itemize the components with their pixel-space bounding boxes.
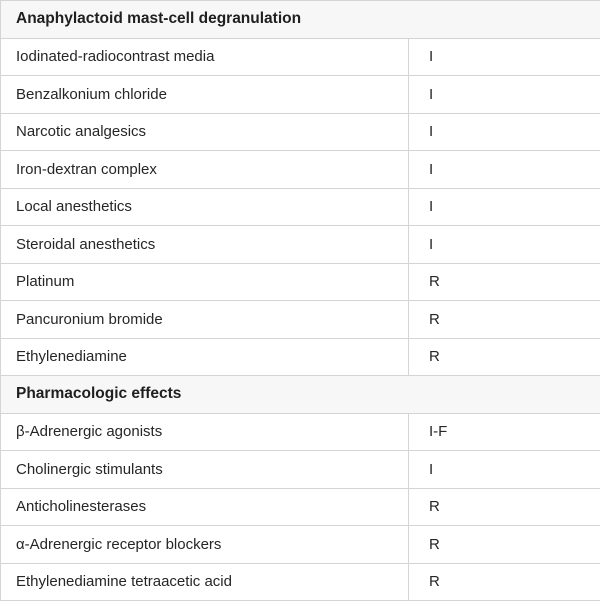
drug-name-cell: Benzalkonium chloride <box>1 76 409 113</box>
drug-name-cell: Ethylenediamine tetraacetic acid <box>1 564 409 601</box>
table-row <box>0 39 600 77</box>
table-row <box>0 564 600 601</box>
drug-name-cell: Cholinergic stimulants <box>1 451 409 488</box>
table-row <box>0 114 600 152</box>
drug-name-cell: Steroidal anesthetics <box>1 226 409 263</box>
section-title: Anaphylactoid mast-cell degranulation <box>1 1 600 38</box>
drug-name-cell: Local anesthetics <box>1 189 409 226</box>
reaction-type-cell: I <box>409 451 600 488</box>
drug-name-cell: α-Adrenergic receptor blockers <box>1 526 409 563</box>
reaction-type-cell: I <box>409 76 600 113</box>
table-row <box>0 301 600 339</box>
table-row <box>0 189 600 227</box>
section-header-row <box>0 376 600 414</box>
table-row <box>0 76 600 114</box>
table-row <box>0 526 600 564</box>
table-row <box>0 264 600 302</box>
table-row <box>0 151 600 189</box>
drug-name-cell: Platinum <box>1 264 409 301</box>
drug-name-cell: Iron-dextran complex <box>1 151 409 188</box>
table-row <box>0 226 600 264</box>
drug-name-cell: Ethylenediamine <box>1 339 409 376</box>
reaction-type-cell: I-F <box>409 414 600 451</box>
reaction-type-cell: R <box>409 301 600 338</box>
reaction-type-cell: R <box>409 339 600 376</box>
reaction-type-cell: I <box>409 226 600 263</box>
section-header-row <box>0 1 600 39</box>
drug-name-cell: Iodinated-radiocontrast media <box>1 39 409 76</box>
table-row <box>0 489 600 527</box>
drug-name-cell: Pancuronium bromide <box>1 301 409 338</box>
reaction-type-cell: I <box>409 151 600 188</box>
table-row <box>0 451 600 489</box>
reaction-type-cell: R <box>409 489 600 526</box>
reaction-type-cell: R <box>409 264 600 301</box>
section-title: Pharmacologic effects <box>1 376 600 413</box>
reaction-type-cell: I <box>409 189 600 226</box>
reaction-type-cell: I <box>409 114 600 151</box>
table-row <box>0 414 600 452</box>
drug-name-cell: Narcotic analgesics <box>1 114 409 151</box>
reaction-type-cell: R <box>409 526 600 563</box>
table-row <box>0 339 600 377</box>
drug-name-cell: Anticholinesterases <box>1 489 409 526</box>
reaction-type-cell: R <box>409 564 600 601</box>
reaction-type-cell: I <box>409 39 600 76</box>
drug-name-cell: β-Adrenergic agonists <box>1 414 409 451</box>
